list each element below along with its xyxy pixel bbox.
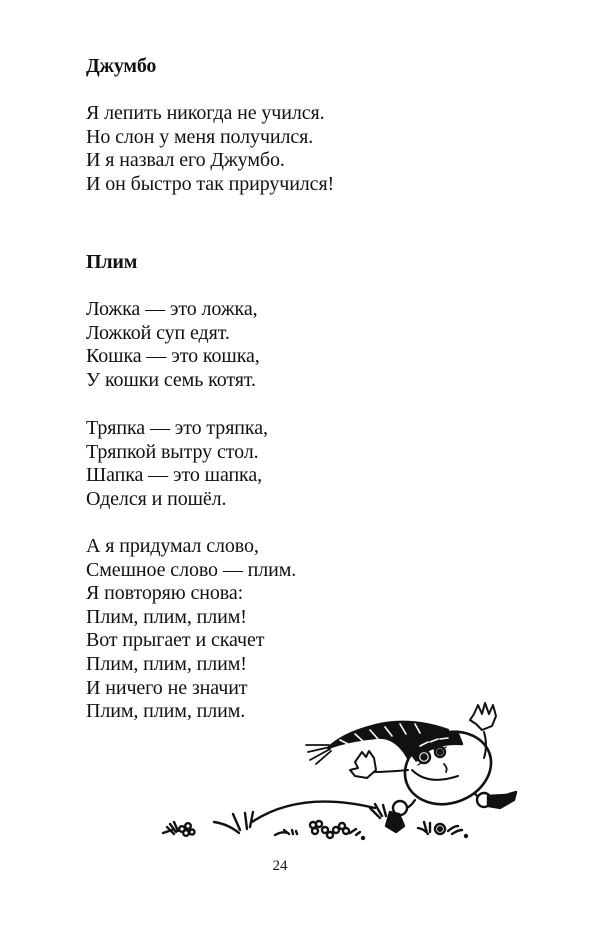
poem-line: Шапка — это шапка, [86,464,263,487]
page-number: 24 [272,858,288,874]
grass-flower-right-icon [418,822,467,837]
right-boot [488,792,516,808]
poem-line: Вот прыгает и скачет [86,629,265,652]
poem-line: Тряпкой вытру стол. [86,440,259,463]
poem-line: Кошка — это кошка, [86,345,260,368]
poem-line: Смешное слово — плим. [86,558,297,581]
poem-line: Оделся и пошёл. [86,487,227,510]
poem-plim-stanza-1 [86,298,260,392]
poem-line: Ложкой суп едят. [86,321,230,344]
poem-line: Но слон у меня получился. [86,125,314,148]
poem-plim-stanza-2 [86,417,268,511]
grass-strokes [214,812,253,833]
poem-title-plim: Плим [86,251,138,273]
poem-line: А я придумал слово, [86,535,259,557]
cartoon-character-illustration [150,690,530,850]
poem-dzhumbo-stanza-1 [86,102,334,196]
left-hand-icon [350,751,376,778]
poem-line: И я назвал его Джумбо. [86,149,285,172]
flowers-icon [275,821,364,839]
poem-line: И ничего не значит [86,676,248,699]
waving-hand-icon [470,703,496,730]
poem-line: Тряпка — это тряпка, [86,417,268,439]
poem-line: У кошки семь котят. [86,368,256,391]
poem-line: Ложка — это ложка, [86,298,258,320]
poem-line: И он быстро так приручился! [86,172,335,195]
poem-line: Плим, плим, плим! [86,605,247,628]
grass-tuft-icon [163,822,195,836]
poem-line: Плим, плим, плим. [86,700,246,723]
poem-line: Я повторяю снова: [86,582,244,605]
poem-line: Плим, плим, плим! [86,652,247,675]
ground-hill [252,802,375,822]
poem-title-dzhumbo: Джумбо [86,55,157,77]
poem-line: Я лепить никогда не учился. [86,102,325,124]
